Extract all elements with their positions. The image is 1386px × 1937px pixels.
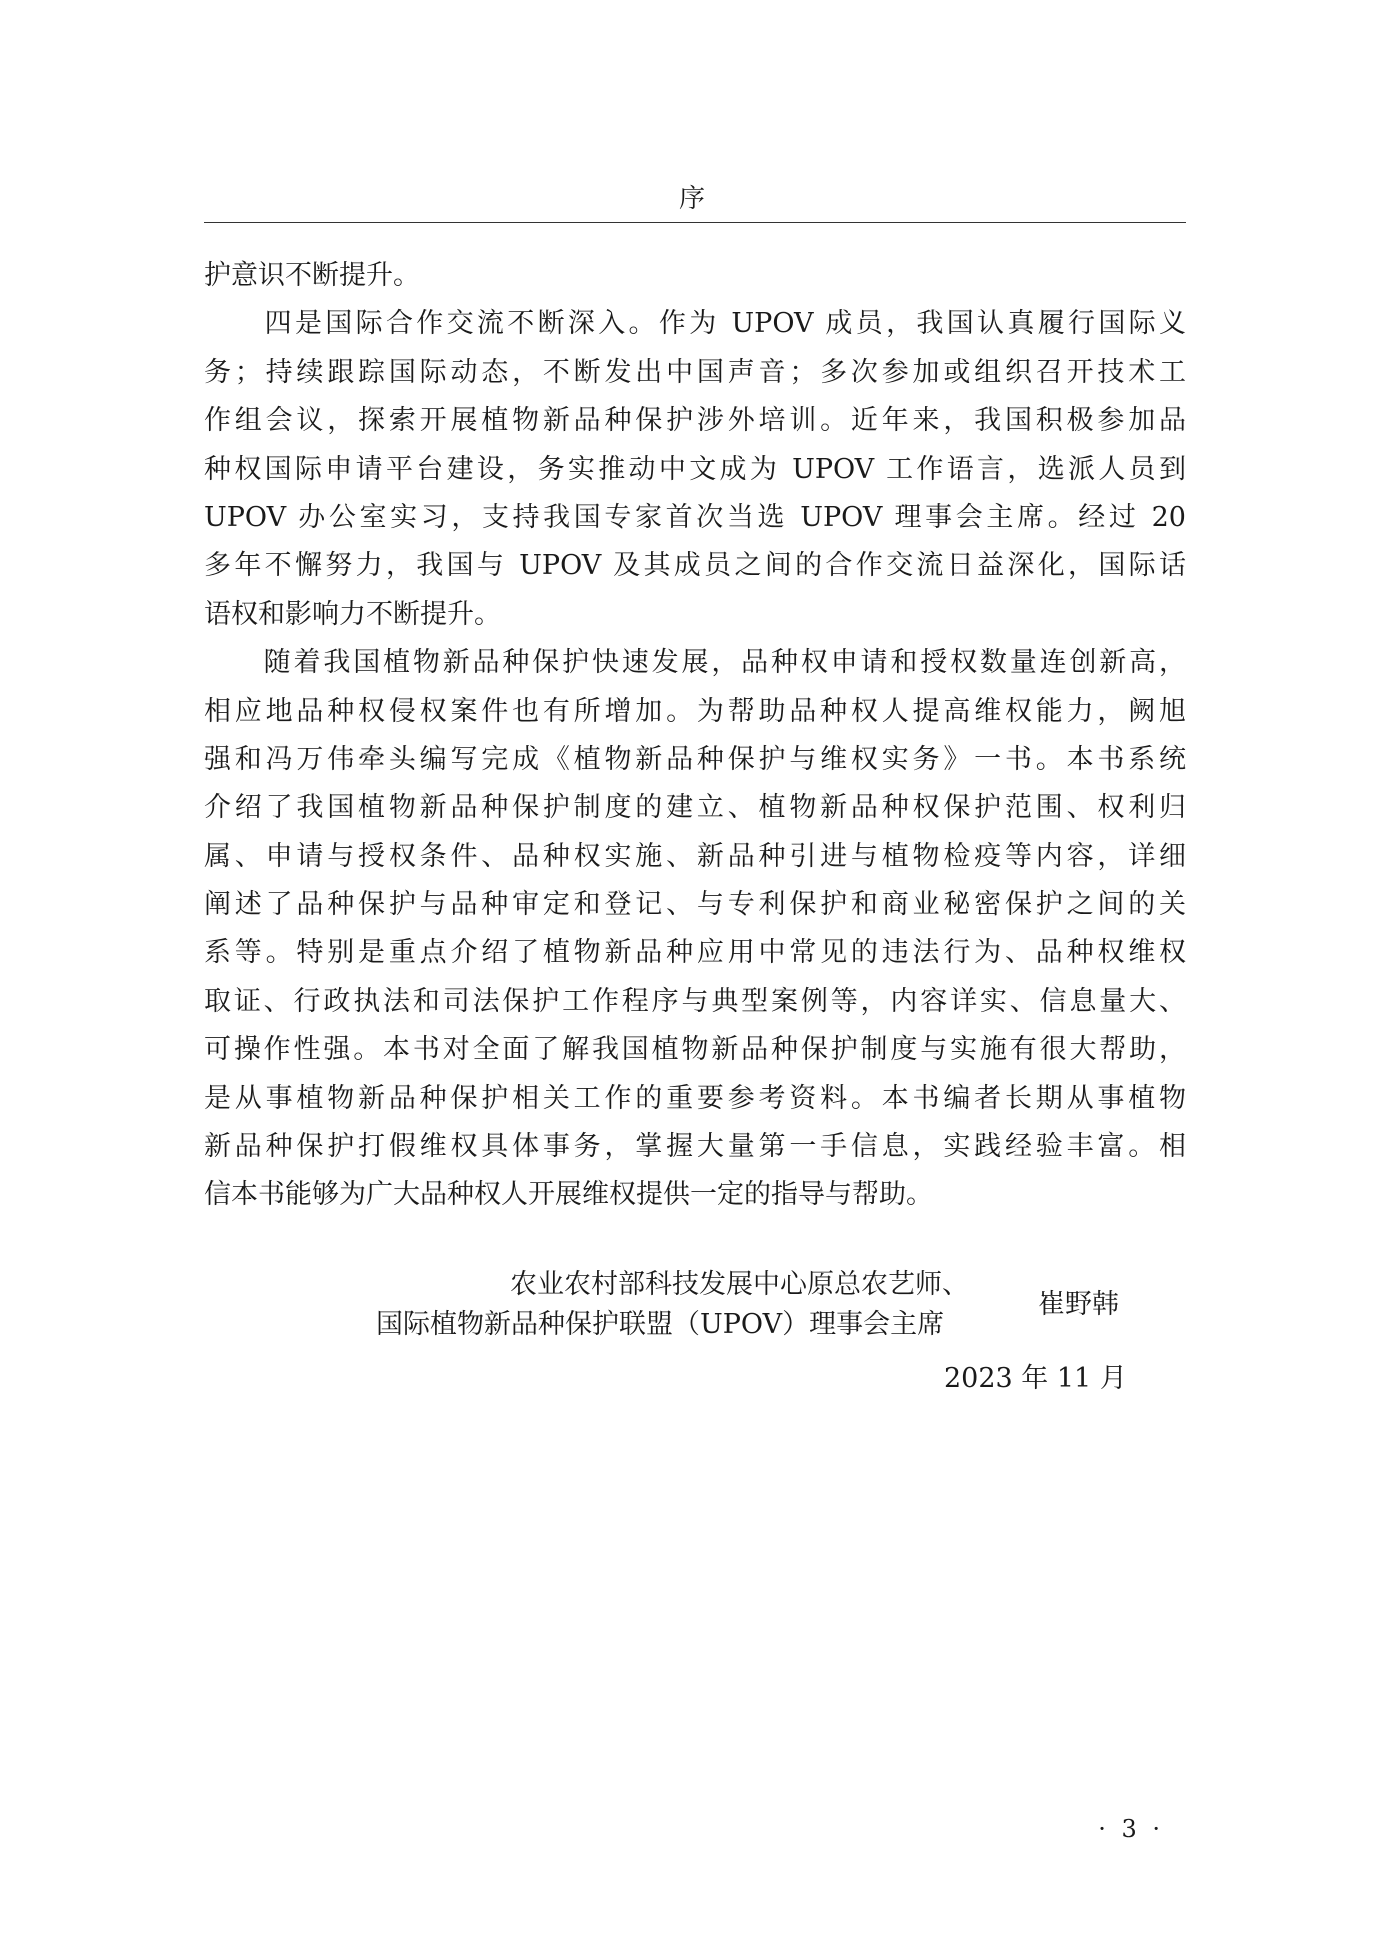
text-line: 属、申请与授权条件、品种权实施、新品种引进与植物检疫等内容，详细	[204, 840, 1186, 872]
text-line: 种权国际申请平台建设，务实推动中文成为 UPOV 工作语言，选派人员到	[204, 453, 1186, 485]
text-line: 多年不懈努力，我国与 UPOV 及其成员之间的合作交流日益深化，国际话	[204, 550, 1186, 582]
header-rule	[204, 222, 1186, 223]
text-line: 信本书能够为广大品种权人开展维权提供一定的指导与帮助。	[204, 1179, 933, 1211]
text-line: 相应地品种权侵权案件也有所增加。为帮助品种权人提高维权能力，阙旭	[204, 695, 1186, 727]
signature-title-line2: 国际植物新品种保护联盟（UPOV）理事会主席	[376, 1309, 945, 1340]
text-line: 作组会议，探索开展植物新品种保护涉外培训。近年来，我国积极参加品	[204, 405, 1186, 437]
text-line: 强和冯万伟牵头编写完成《植物新品种保护与维权实务》一书。本书系统	[204, 743, 1186, 775]
text-line: 可操作性强。本书对全面了解我国植物新品种保护制度与实施有很大帮助，	[204, 1034, 1186, 1066]
text-line: 务；持续跟踪国际动态，不断发出中国声音；多次参加或组织召开技术工	[204, 356, 1186, 388]
signature-date: 2023 年 11 月	[944, 1363, 1127, 1394]
text-line: 介绍了我国植物新品种保护制度的建立、植物新品种权保护范围、权利归	[204, 792, 1186, 824]
paragraph	[204, 300, 1186, 639]
text-line: 系等。特别是重点介绍了植物新品种应用中常见的违法行为、品种权维权	[204, 937, 1186, 969]
signature-title-line1: 农业农村部科技发展中心原总农艺师、	[510, 1269, 969, 1300]
text-line: UPOV 办公室实习，支持我国专家首次当选 UPOV 理事会主席。经过 20	[204, 501, 1186, 533]
text-line: 随着我国植物新品种保护快速发展，品种权申请和授权数量连创新高，	[204, 647, 1186, 679]
text-line: 取证、行政执法和司法保护工作程序与典型案例等，内容详实、信息量大、	[204, 985, 1186, 1017]
paragraph	[204, 639, 1186, 1220]
running-title: 序	[678, 184, 707, 214]
text-line: 新品种保护打假维权具体事务，掌握大量第一手信息，实践经验丰富。相	[204, 1131, 1186, 1163]
text-line: 四是国际合作交流不断深入。作为 UPOV 成员，我国认真履行国际义	[204, 308, 1186, 340]
text-line: 阐述了品种保护与品种审定和登记、与专利保护和商业秘密保护之间的关	[204, 889, 1186, 921]
page-number: · 3 ·	[1098, 1815, 1164, 1843]
text-line: 语权和影响力不断提升。	[204, 598, 501, 630]
body-text	[204, 252, 1186, 1220]
paragraph	[204, 252, 1186, 300]
text-line: 护意识不断提升。	[204, 260, 420, 291]
text-line: 是从事植物新品种保护相关工作的重要参考资料。本书编者长期从事植物	[204, 1082, 1186, 1114]
signature-name: 崔野韩	[1038, 1289, 1119, 1320]
